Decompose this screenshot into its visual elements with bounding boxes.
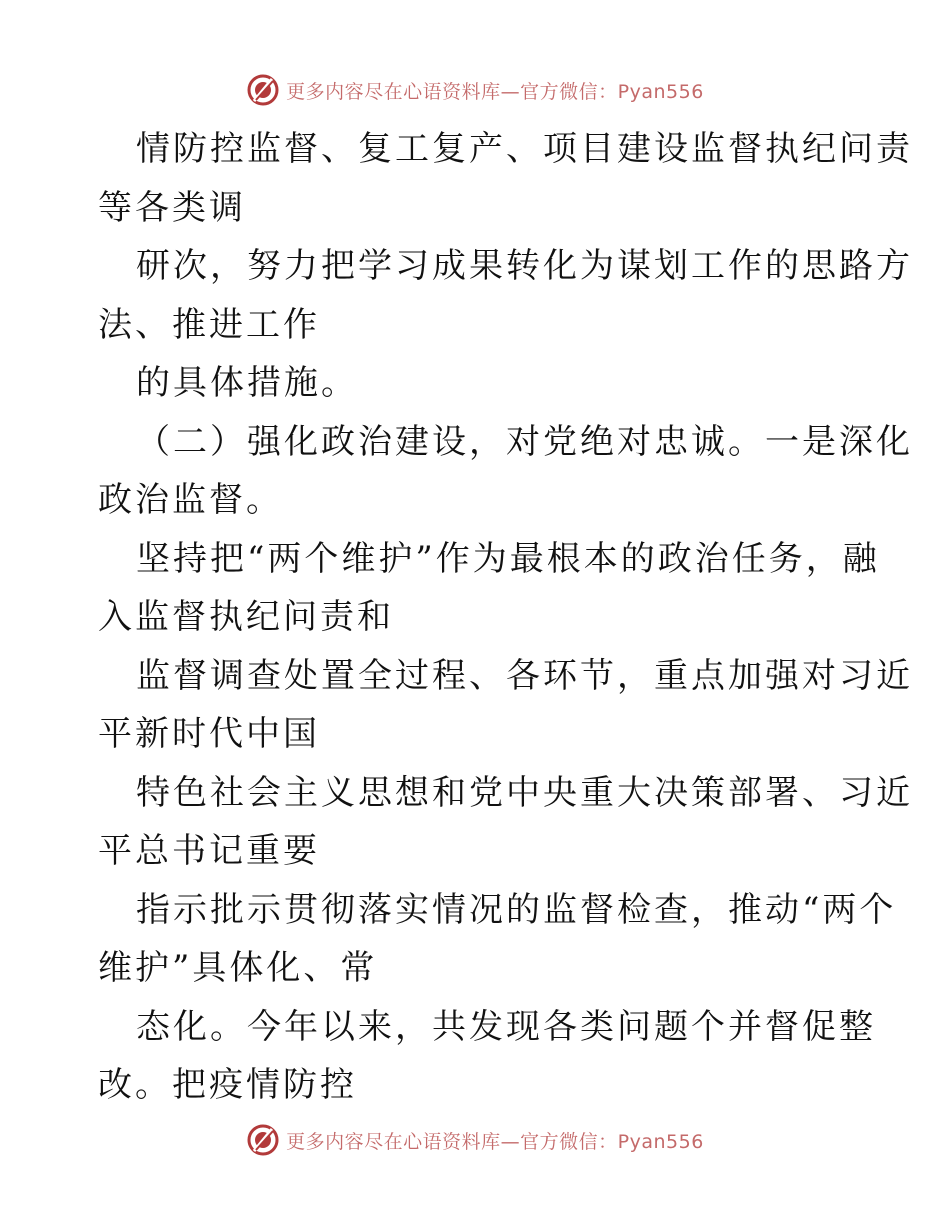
body-line: 平新时代中国 (98, 714, 320, 754)
body-line: 指示批示贯彻落实情况的监督检查，推动“两个 (136, 889, 897, 930)
body-line: 坚持把“两个维护”作为最根本的政治任务，融 (136, 538, 880, 579)
body-line: 监督调查处置全过程、各环节，重点加强对习近 (136, 655, 913, 696)
brand-logo-icon (246, 73, 280, 107)
body-line: 改。把疫情防控 (98, 1065, 357, 1105)
header-banner (0, 70, 950, 110)
document-body (98, 120, 913, 1115)
body-line: 研次，努力把学习成果转化为谋划工作的思路方 (136, 246, 913, 286)
footer-banner (0, 1120, 950, 1160)
body-line: （二）强化政治建设，对党绝对忠诚。一是深化 (136, 421, 913, 462)
body-line: 情防控监督、复工复产、项目建设监督执纪问责 (136, 129, 913, 169)
body-line: 平总书记重要 (98, 831, 320, 871)
body-line: 特色社会主义思想和党中央重大决策部署、习近 (136, 772, 913, 813)
body-line: 入监督执纪问责和 (98, 597, 394, 637)
brand-logo-icon (246, 1123, 280, 1157)
header-banner-text: 更多内容尽在心语资料库—官方微信：Pyan556 (286, 80, 704, 103)
body-line: 等各类调 (98, 187, 246, 228)
body-line: 的具体措施。 (136, 363, 358, 403)
body-line: 态化。今年以来，共发现各类问题个并督促整 (136, 1006, 876, 1047)
body-line: 法、推进工作 (98, 304, 320, 345)
body-line: 维护”具体化、常 (98, 948, 378, 988)
footer-banner-text: 更多内容尽在心语资料库—官方微信：Pyan556 (286, 1130, 704, 1153)
body-line: 政治监督。 (98, 480, 283, 520)
